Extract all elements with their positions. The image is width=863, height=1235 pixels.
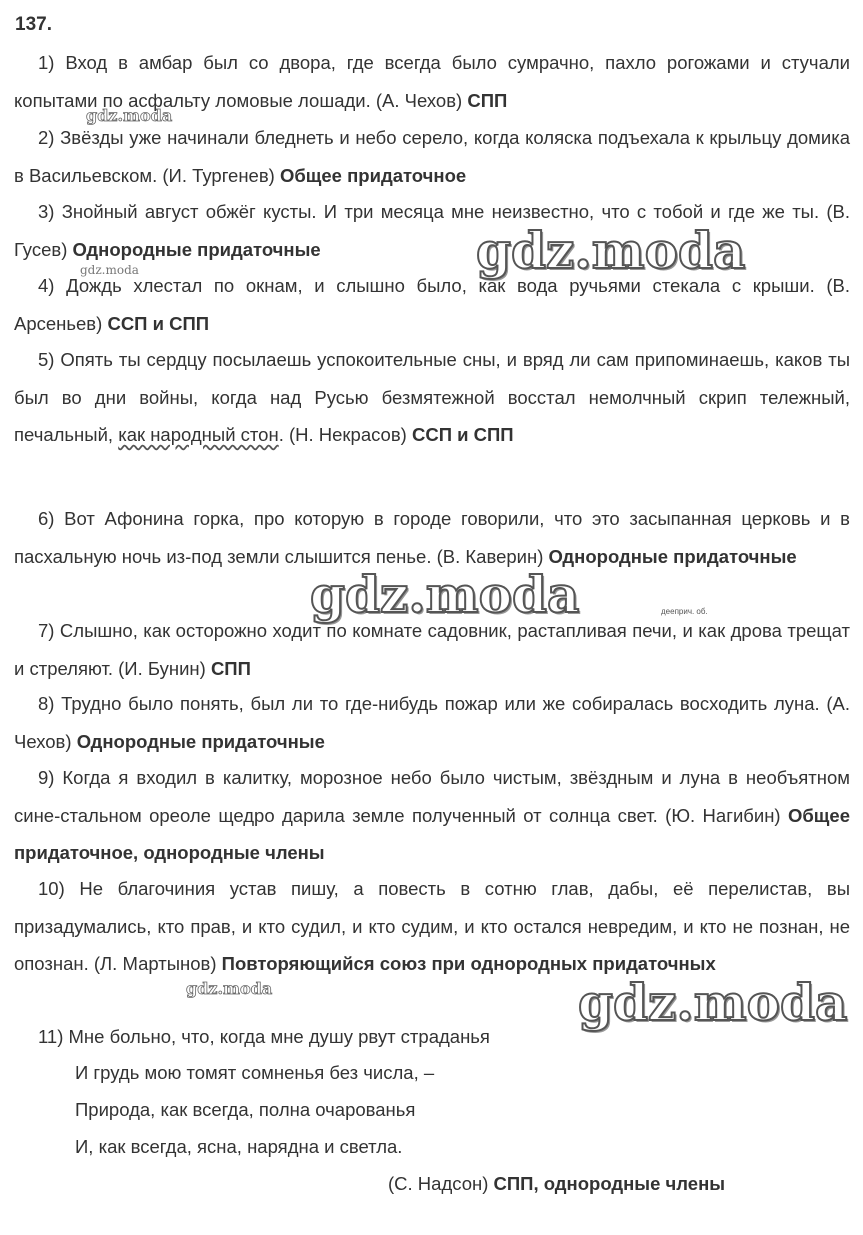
watermark-small-2: gdz.moda: [186, 979, 273, 998]
item-5-text-after: . (Н. Некрасов): [278, 424, 412, 445]
item-2-answer: Общее придаточное: [279, 164, 467, 186]
watermark-tiny-1: gdz.moda: [80, 263, 139, 277]
item-6-answer: Однородные придаточные: [548, 545, 797, 567]
item-5: [14, 341, 850, 454]
watermark-big-1: gdz.moda: [476, 221, 746, 280]
item-9-answer: Общее придаточное, однородные члены: [14, 804, 850, 863]
poem-author-line: [388, 1166, 725, 1202]
item-7-num: 7): [38, 620, 55, 641]
item-4-num: 4): [38, 275, 55, 296]
item-6-text: Вот Афонина горка, про которую в городе говорили, что это засыпанная церковь и в пасхальную ночь из-под земли слышится пенье. (В. Каверин): [14, 508, 850, 567]
item-3-num: 3): [38, 201, 55, 222]
item-5-answer: ССП и СПП: [411, 424, 514, 445]
item-7-text: Слышно, как осторожно ходит по комнате садовник, растапливая печи, и как дрова трещат и стреляют. (И. Бунин): [14, 620, 850, 679]
poem-num: 11): [38, 1026, 64, 1047]
watermark-big-2: gdz.moda: [310, 565, 580, 624]
item-8-num: 8): [38, 693, 55, 714]
poem-first-line: [38, 1019, 490, 1055]
item-9-text: Когда я входил в калитку, морозное небо было чистым, звёздным и луна в необъятном сине-стальном ореоле щедро дарила земле полученный от солнца свет. (Ю. Нагибин): [14, 767, 850, 826]
item-10-answer: Повторяющийся союз при однородных придаточных: [221, 953, 716, 974]
item-8-answer: Однородные придаточные: [76, 730, 325, 752]
item-5-num: 5): [38, 349, 55, 370]
poem-line-2: [75, 1055, 434, 1091]
item-4-text: Дождь хлестал по окнам, и слышно было, как вода ручьями стекала с крыши. (В. Арсеньев): [14, 275, 850, 334]
item-10: [14, 870, 850, 983]
item-6: [14, 500, 850, 575]
poem-line-3: [75, 1092, 415, 1128]
item-9: [14, 759, 850, 872]
poem-author: (С. Надсон): [388, 1173, 494, 1194]
item-7-answer: СПП: [210, 657, 251, 679]
item-10-text: Не благочиния устав пишу, а повесть в сотню глав, дабы, её перелистав, вы призадумались, кто прав, и кто судил, и кто судим, и кто остался невредим, и кто не познан, не опознан. (Л. Мартынов): [14, 878, 850, 974]
exercise-number: 137.: [15, 14, 52, 35]
item-5-underlined: как народный стон: [118, 424, 279, 445]
item-3-answer: Однородные придаточные: [72, 238, 321, 260]
item-8-text: Трудно было понять, был ли то где-нибудь пожар или же собиралась восходить луна. (А. Чехов): [14, 693, 850, 752]
participle-annotation: дееприч. об.: [661, 607, 708, 616]
poem-line-4-text: И, как всегда, ясна, нарядна и светла.: [75, 1136, 403, 1157]
item-1-answer: СПП: [467, 89, 508, 111]
poem-answer: СПП, однородные члены: [493, 1173, 726, 1194]
item-2-num: 2): [38, 127, 55, 148]
item-2: [14, 119, 850, 194]
item-2-text: Звёзды уже начинали бледнеть и небо серело, когда коляска подъехала к крыльцу домика в Васильевском. (И. Тургенев): [14, 127, 850, 186]
item-1-num: 1): [38, 52, 55, 73]
item-3-text: Знойный август обжёг кусты. И три месяца мне неизвестно, что с тобой и где же ты. (В. Гусев): [14, 201, 850, 260]
item-4-answer: ССП и СПП: [107, 312, 210, 334]
poem-line-2-text: И грудь мою томят сомненья без числа, –: [75, 1062, 435, 1083]
item-1-text: Вход в амбар был со двора, где всегда было сумрачно, пахло рогожами и стучали копытами по асфальту ломовые лошади. (А. Чехов): [14, 52, 850, 111]
item-6-num: 6): [38, 508, 55, 529]
item-9-num: 9): [38, 767, 55, 788]
item-10-num: 10): [38, 878, 65, 899]
watermark-big-3: gdz.moda: [578, 973, 848, 1032]
watermark-small-1: gdz.moda: [86, 106, 173, 125]
poem-first-line-text: Мне больно, что, когда мне душу рвут страданья: [63, 1026, 490, 1047]
item-5-text-before: Опять ты сердцу посылаешь успокоительные сны, и вряд ли сам припоминаешь, каков ты был во дни войны, когда над Русью безмятежной восстал немолчный скрип тележный, печальный,: [14, 349, 850, 445]
poem-line-4: [75, 1129, 402, 1165]
item-8: [14, 685, 850, 760]
poem-line-3-text: Природа, как всегда, полна очарованья: [75, 1099, 416, 1120]
